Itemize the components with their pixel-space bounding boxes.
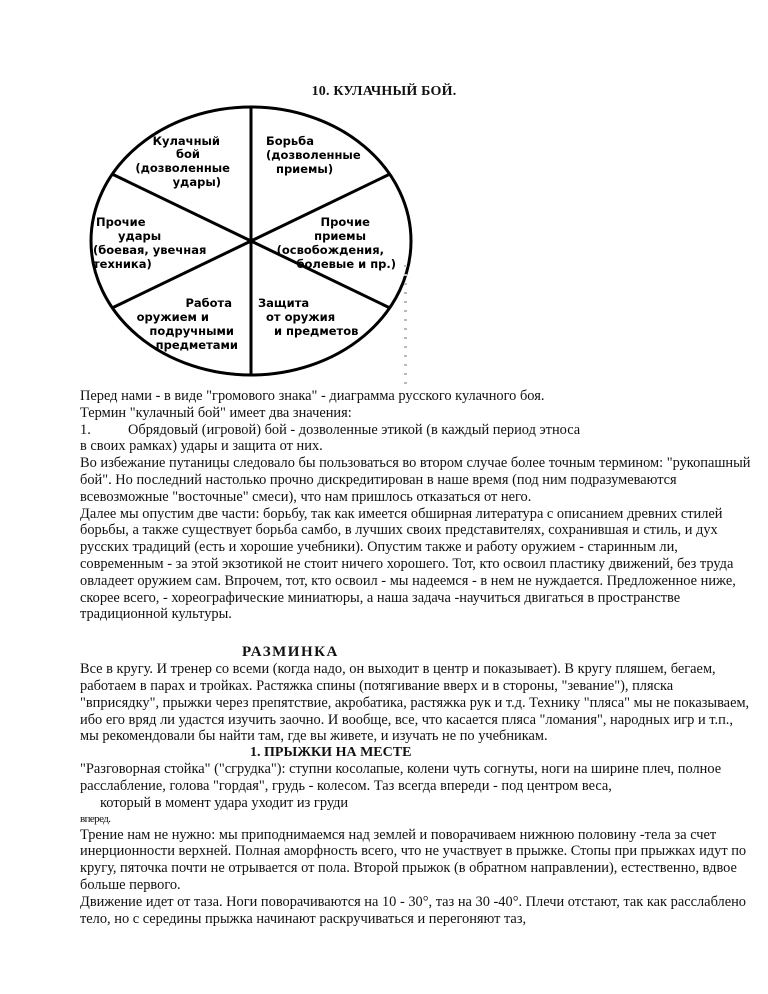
intro-paragraph: Перед нами - в виде "громового знака" - диаграмма русского кулачного боя.	[80, 388, 545, 404]
jumps-paragraph-cont: который в момент удара уходит из груди	[100, 794, 349, 811]
kulachny-boy-diagram	[86, 103, 416, 381]
segment-label-borba: Борьба (дозволенные приемы)	[266, 134, 361, 176]
segment-label-rabota-oruzhiem: Работа оружием и подручными предметами	[136, 296, 238, 352]
segment-label-prochie-udary: Прочие удары (боевая, увечная техника)	[93, 215, 207, 271]
list-text: Обрядовый (игровой) бой - дозволенные этикой (в каждый период этноса	[128, 421, 581, 438]
warmup-paragraph: Все в кругу. И тренер со всеми (когда надо, он выходит в центр и показывает). В кругу пляшем, бегаем, работаем в парах и тройках. Растяжка спины (потягивание вверх и в стороны, "зевание"), пляска "вприсядку", прыжки через препятствие, акробатика, растяжка рук и т.д. Технику "пляса" мы не показываем, ибо его вряд ли удастся изучить заочно. И вообще, все, что касается пляса "ломания", народных игр и т.п., мы рекомендовали бы найти там, где вы живете, и изучать не по учебникам.	[80, 661, 750, 745]
jumps-paragraph: Движение идет от таза. Ноги поворачиваются на 10 - 30°, таз на 30 -40°. Плечи отстают, так как расслаблено тело, но с середины прыжка начинают раскручиваться и перегоняют таз,	[80, 893, 746, 927]
article-body	[80, 388, 752, 927]
segment-label-zashchita: Защита от оружия и предметов	[258, 296, 359, 338]
intro-paragraph: Во избежание путаницы следовало бы пользоваться во втором случае более точным термином: "рукопашный бой". Но последний настолько прочно дискредитирован в наше время (под ним подразумеваются всевозможные "восточные" смеси), что нам пришлось отказаться от него.	[80, 455, 751, 505]
segment-label-prochie-priemy: Прочие приемы (освобождения, болевые и пр.)	[276, 215, 396, 271]
intro-paragraph: в своих рамках) удары и защита от них.	[80, 438, 323, 455]
section-heading-warmup: РАЗМИНКА	[242, 644, 339, 661]
intro-paragraph: Термин "кулачный бой" имеет два значения:	[80, 404, 352, 421]
segment-label-kulachny: Кулачный бой (дозволенные удары)	[135, 134, 230, 189]
jumps-paragraph: Трение нам не нужно: мы приподнимаемся над землей и поворачиваем нижнюю половину -тела за счет инерционности верхней. Полная аморфность всего, что не участвует в прыжке. Стопы при прыжках идут по кругу, пяточка почти не отрывается от пола. Второй прыжок (в обратном направлении), естественно, вдвое больше первого.	[80, 826, 747, 893]
list-item	[80, 422, 752, 439]
jumps-paragraph: "Разговорная стойка" ("сгрудка"): ступни косолапые, колени чуть согнуты, ноги на ширине плеч, полное расслабление, голова "гордая", грудь - колесом. Таз всегда впереди - под центром веса,	[80, 761, 722, 794]
page-title: 10. КУЛАЧНЫЙ БОЙ.	[311, 84, 457, 99]
section-heading-jumps: 1. ПРЫЖКИ НА МЕСТЕ	[250, 745, 412, 761]
list-number: 1.	[80, 421, 91, 438]
jumps-paragraph-cont: вперед.	[80, 812, 111, 825]
intro-paragraph: Далее мы опустим две части: борьбу, так как имеется обширная литература с описанием древних стилей борьбы, а также существует борьба самбо, в лучших своих представителях, сохранившая и стиль, и дух русских традиций (есть и хорошие учебники). Опустим также и работу оружием - старинным ли, современным - за этой экзотикой не стоит ничего хорошего. Тот, кто освоил пластику движений, без труда овладеет оружием сам. Впрочем, тот, кто освоил - мы надеемся - в нем не нуждается. Предложенное ниже, скорее всего, - хореографические миниатюры, а наша задача -научиться двигаться в пространстве традиционной культуры.	[80, 505, 736, 623]
scan-speckle	[404, 265, 407, 385]
